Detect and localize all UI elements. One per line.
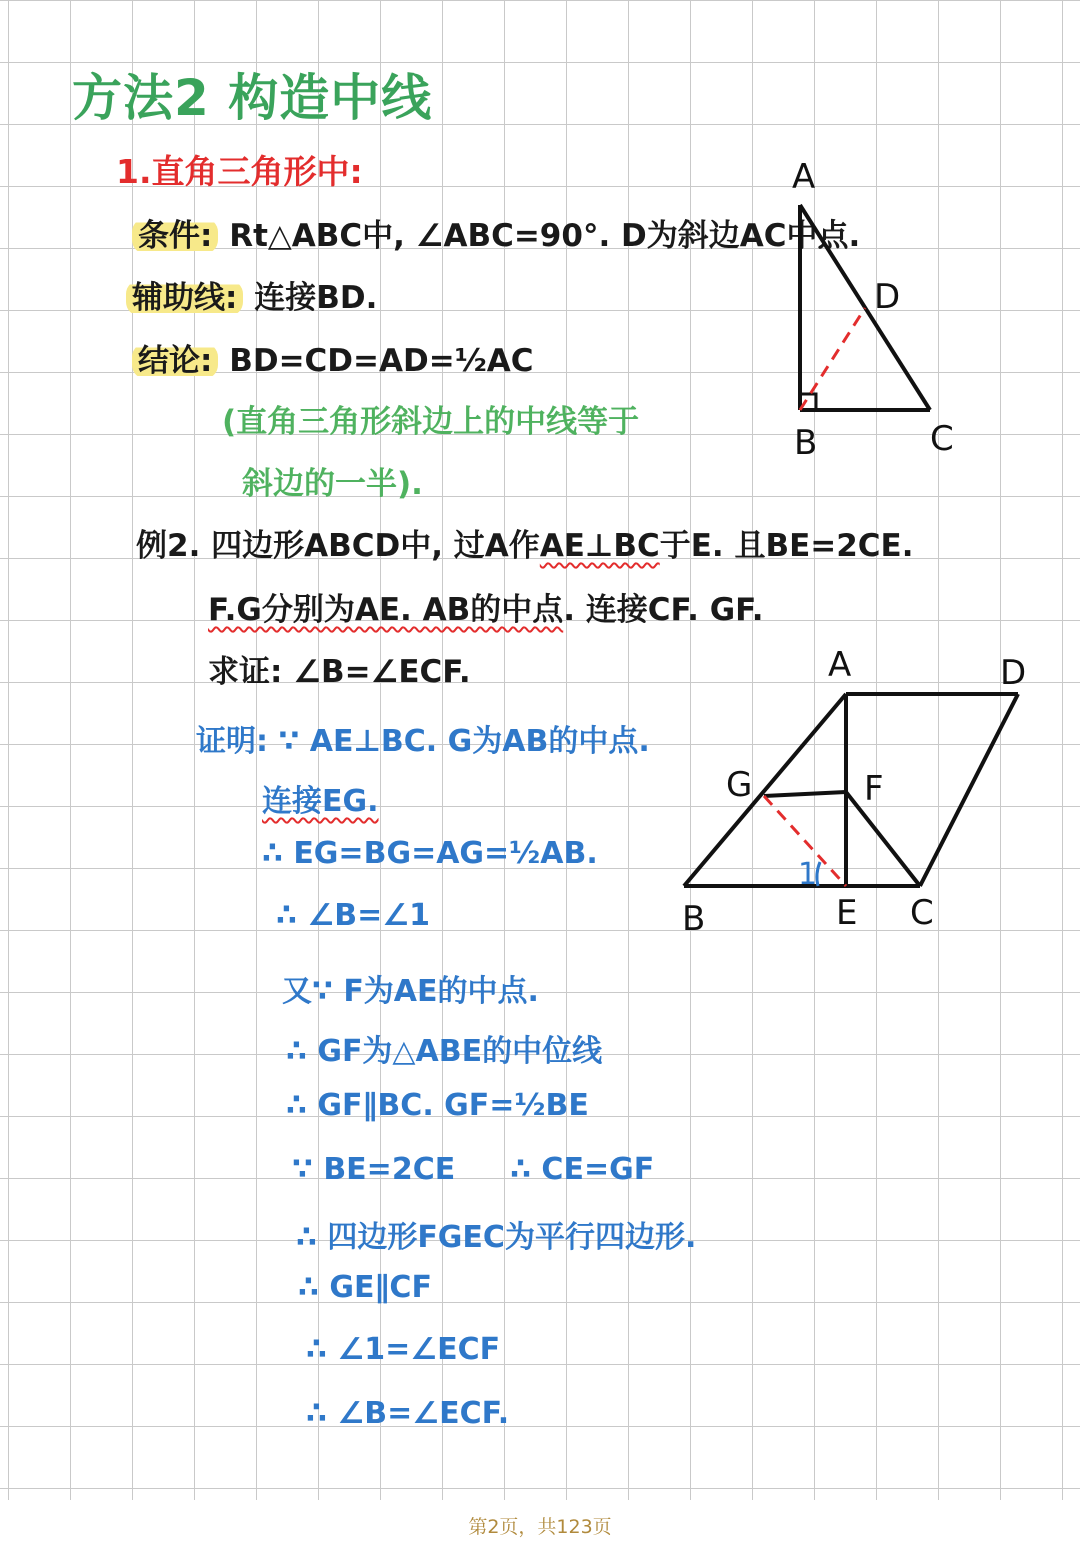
section-heading: 1.直角三角形中: — [116, 152, 363, 191]
aux-label: 辅助线: — [126, 280, 243, 316]
condition-line — [132, 210, 860, 255]
note-line-1: (直角三角形斜边上的中线等于 — [222, 404, 640, 440]
segment-gf — [764, 792, 846, 796]
label-a: A — [792, 157, 816, 197]
proof-line-10: ∴ GE∥CF — [298, 1270, 432, 1305]
proof-line-6: ∴ GF为△ABE的中位线 — [286, 1034, 603, 1069]
proof-line2-text: 连接EG. — [262, 784, 379, 819]
proof-line-5: 又∵ F为AE的中点. — [282, 974, 539, 1009]
example-line1-prefix: 例2. 四边形ABCD中, 过A作 — [136, 528, 540, 564]
page-title: 方法2 构造中线 — [72, 69, 433, 127]
condition-text: Rt△ABC中, ∠ABC=90°. D为斜边AC中点. — [229, 218, 861, 254]
right-triangle-figure — [770, 150, 990, 470]
example-line2-wavy: F.G分别为AE. AB的中点 — [208, 592, 564, 628]
example-line1-wavy: AE⊥BC — [539, 528, 660, 564]
aux-text: 连接BD. — [254, 280, 378, 316]
proof-line8b-text: ∴ CE=GF — [510, 1152, 655, 1187]
conclusion-label: 结论: — [132, 343, 218, 379]
example-line1-suffix: 于E. 且BE=2CE. — [659, 528, 914, 564]
proof-line-4: ∴ ∠B=∠1 — [276, 898, 430, 933]
segment-dc — [920, 694, 1018, 886]
note-line-2: 斜边的一半). — [242, 466, 423, 502]
condition-label: 条件: — [132, 218, 218, 254]
label-a: A — [828, 645, 852, 685]
proof-line-12: ∴ ∠B=∠ECF. — [306, 1396, 510, 1431]
example-line-3: 求证: ∠B=∠ECF. — [208, 654, 471, 690]
proof-line-2 — [262, 776, 379, 820]
conclusion-line — [132, 335, 534, 380]
proof-line-7: ∴ GF∥BC. GF=½BE — [286, 1088, 589, 1123]
proof-line-3: ∴ EG=BG=AG=½AB. — [262, 836, 598, 871]
angle-1-arc — [817, 862, 820, 886]
parallelogram-figure — [660, 640, 1060, 950]
label-b: B — [794, 423, 818, 463]
example-line-1 — [136, 520, 914, 565]
conclusion-text: BD=CD=AD=½AC — [229, 343, 534, 379]
proof-line8a-text: ∵ BE=2CE — [292, 1152, 456, 1187]
label-f: F — [864, 769, 884, 809]
label-d: D — [874, 277, 901, 317]
proof-line-8 — [292, 1152, 654, 1187]
proof-line-9: ∴ 四边形FGEC为平行四边形. — [296, 1220, 697, 1255]
label-e: E — [836, 893, 858, 933]
proof-line-11: ∴ ∠1=∠ECF — [306, 1332, 501, 1367]
label-d: D — [1000, 653, 1027, 693]
example-line-2 — [208, 584, 764, 629]
example-line2-suffix: . 连接CF. GF. — [563, 592, 764, 628]
label-b: B — [682, 899, 706, 939]
aux-line — [126, 272, 377, 317]
segment-ac — [800, 205, 930, 410]
page-footer: 第2页，共123页 — [468, 1516, 612, 1538]
label-c: C — [930, 419, 954, 459]
label-angle-1: 1 — [798, 857, 818, 892]
proof-line-1: 证明: ∵ AE⊥BC. G为AB的中点. — [196, 724, 650, 759]
label-c: C — [910, 893, 934, 933]
label-g: G — [726, 765, 753, 805]
